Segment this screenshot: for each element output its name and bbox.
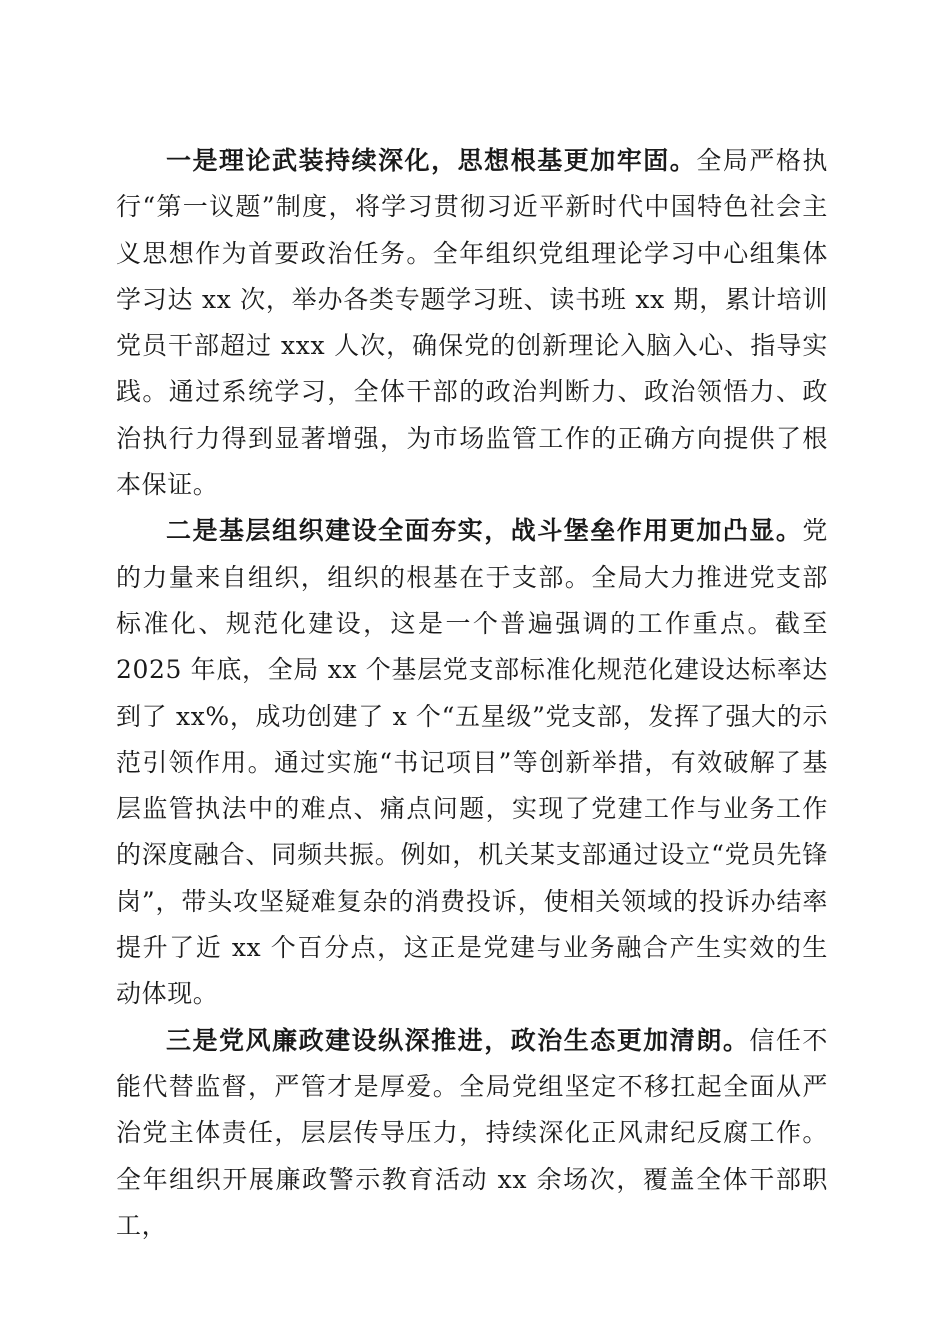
paragraph-heading: 一是理论武装持续深化，思想根基更加牢固。	[166, 146, 697, 175]
paragraph-heading: 二是基层组织建设全面夯实，战斗堡垒作用更加凸显。	[166, 516, 803, 546]
paragraph-text: 全局严格执行“第一议题”制度，将学习贯彻习近平新时代中国特色社会主义思想作为首要政治任务。全年组织党组理论学习中心组集体学习达 xx 次，举办各类专题学习班、读书班 xx 期，累计培训党员干部超过 xxx 人次，确保党的创新理论入脑入心、指导实践。通过系统学习，全体干部的政治判断力、政治领悟力、政治执行力得到显著增强，为市场监管工作的正确方向提供了根本保证。	[116, 146, 828, 500]
paragraph-text: 信任不能代替监督，严管才是厚爱。全局党组坚定不移扛起全面从严治党主体责任，层层传导压力，持续深化正风肃纪反腐工作。全年组织开展廉政警示教育活动 xx 余场次，覆盖全体干部职工，	[116, 1025, 828, 1240]
paragraph-integrity-building	[116, 1018, 828, 1249]
paragraph-grassroots-organization	[116, 508, 828, 1017]
document-body	[116, 138, 828, 1249]
paragraph-heading: 三是党风廉政建设纵深推进，政治生态更加清朗。	[166, 1025, 750, 1055]
paragraph-text: 党的力量来自组织，组织的根基在于支部。全局大力推进党支部标准化、规范化建设，这是一个普遍强调的工作重点。截至 2025 年底，全局 xx 个基层党支部标准化规范化建设达标率达到了 xx%，成功创建了 x 个“五星级”党支部，发挥了强大的示范引领作用。通过实施“书记项目”等创新举措，有效破解了基层监管执法中的难点、痛点问题，实现了党建工作与业务工作的深度融合、同频共振。例如，机关某支部通过设立“党员先锋岗”，带头攻坚疑难复杂的消费投诉，使相关领域的投诉办结率提升了近 xx 个百分点，这正是党建与业务融合产生实效的生动体现。	[116, 516, 828, 1009]
paragraph-theory-study	[116, 138, 828, 508]
